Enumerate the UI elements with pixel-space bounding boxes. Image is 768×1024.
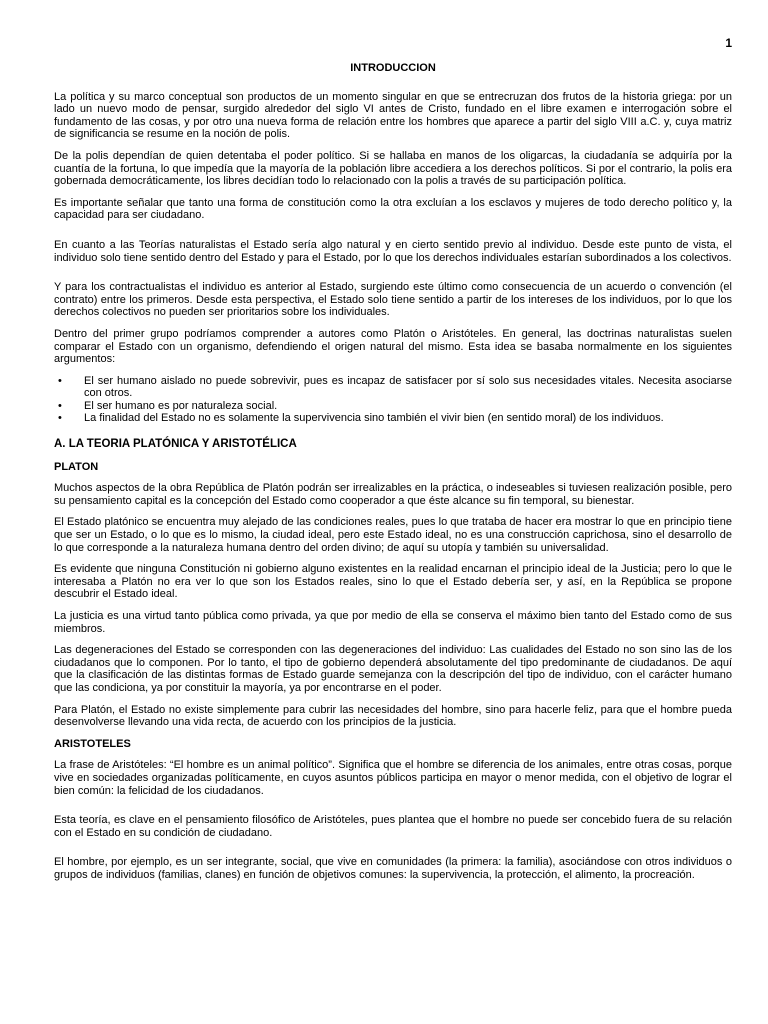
aristoteles-paragraph-1: La frase de Aristóteles: “El hombre es un animal político”. Significa que el hombre se diferencia de los animales, entre otras cosas, porque vive en sociedades organizadas políticamente, en cuyos asuntos públicos participa en mayor o menor medida, con el objetivo de lograr el bien común: la felicidad de los ciudadanos.	[54, 759, 732, 797]
platon-paragraph-1: Muchos aspectos de la obra República de Platón podrán ser irrealizables en la práctica, o indeseables si tuviesen realización posible, pero su pensamiento capital es la concepción del Estado como cooperador a que éste alcance su fin temporal, su bienestar.	[54, 482, 732, 507]
document-title: INTRODUCCION	[350, 62, 436, 74]
intro-paragraph-2: De la polis dependían de quien detentaba el poder político. Si se hallaba en manos de los oligarcas, la ciudadanía se adquiría por la cuantía de la fortuna, lo que impedía que la mayoría de la población libre accediera a los derechos políticos. Si por el contrario, la polis era gobernada democráticamente, los libres decidían todo lo relacionado con la polis a través de su participación política.	[54, 149, 732, 188]
list-item: • La finalidad del Estado no es solamente la supervivencia sino también el vivir bien (en sentido moral) de los individuos.	[54, 412, 732, 425]
aristoteles-paragraph-2: Esta teoría, es clave en el pensamiento filosófico de Aristóteles, pues plantea que el hombre no puede ser concebido fuera de su relación con el Estado en su condición de ciudadano.	[54, 814, 732, 839]
argument-list	[54, 375, 732, 425]
intro-paragraph-6: Dentro del primer grupo podríamos comprender a autores como Platón o Aristóteles. En general, las doctrinas naturalistas suelen comparar el Estado con un organismo, defendiendo el origen natural del mismo. Esta idea se basaba normalmente en los siguientes argumentos:	[54, 327, 732, 366]
list-item: • El ser humano aislado no puede sobrevivir, pues es incapaz de satisfacer por sí solo sus necesidades vitales. Necesita asociarse con otros.	[54, 375, 732, 400]
platon-paragraph-3: Es evidente que ninguna Constitución ni gobierno alguno existentes en la realidad encarnan el principio ideal de la Justicia; pero lo que le interesaba a Platón no era ver lo que son los Estados reales, sino lo que el Estado debería ser, y así, en la República se propone descubrir el Estado ideal.	[54, 563, 732, 601]
platon-paragraph-4: La justicia es una virtud tanto pública como privada, ya que por medio de ella se conserva el máximo bien tanto del Estado como de sus miembros.	[54, 610, 732, 635]
document-body	[54, 62, 732, 891]
subheading-platon: PLATON	[54, 460, 99, 473]
platon-paragraph-6: Para Platón, el Estado no existe simplemente para cubrir las necesidades del hombre, sino para hacerle feliz, para que el hombre pueda desenvolverse llevando una vida recta, de acuerdo con los principios de la justicia.	[54, 703, 732, 729]
intro-paragraph-3: Es importante señalar que tanto una forma de constitución como la otra excluían a los esclavos y mujeres de todo derecho político y, la capacidad para ser ciudadano.	[54, 196, 732, 222]
intro-paragraph-4: En cuanto a las Teorías naturalistas el Estado sería algo natural y en cierto sentido previo al individuo. Desde este punto de vista, el individuo solo tiene sentido dentro del Estado y para el Estado, por lo que los derechos individuales estarían subordinados a los colectivos.	[54, 238, 732, 264]
page-number: 1	[725, 36, 732, 50]
section-heading-a: A. LA TEORIA PLATÓNICA Y ARISTOTÉLICA	[54, 438, 297, 451]
subheading-aristoteles: ARISTOTELES	[54, 737, 131, 750]
aristoteles-paragraph-3: El hombre, por ejemplo, es un ser integrante, social, que vive en comunidades (la primera: la familia), asociándose con otros individuos o grupos de individuos (familias, clanes) en función de objetivos comunes: la supervivencia, la protección, el alimento, la procreación.	[54, 856, 732, 881]
list-item: • El ser humano es por naturaleza social.	[54, 400, 732, 413]
intro-paragraph-5: Y para los contractualistas el individuo es anterior al Estado, surgiendo este último como consecuencia de un acuerdo o convención (el contrato) entre los primeros. Desde esta perspectiva, el Estado solo tiene sentido a partir de los intereses de los individuos, por lo que los derechos colectivos no pueden ser prioritarios sobre los individuales.	[54, 281, 732, 319]
intro-paragraph-1: La política y su marco conceptual son productos de un momento singular en que se entrecruzan dos frutos de la historia griega: por un lado un nuevo modo de pensar, surgido alrededor del siglo VI antes de Cristo, fundado en el libre examen e interrogación sobre el fundamento de las cosas, y por otro una nueva forma de relación entre los hombres que aparece a partir del siglo VIII a.C. y, cuya matriz de significancia se resume en la noción de polis.	[54, 90, 732, 141]
platon-paragraph-2: El Estado platónico se encuentra muy alejado de las condiciones reales, pues lo que trataba de hacer era mostrar lo que en principio tiene que ser un Estado, o lo que es lo mismo, la ciudad ideal, pero este Estado ideal, no es una construcción caprichosa, sino el desarrollo de lo que corresponde a la naturaleza humana dentro del orden divino; de aquí su utopía y también su universalidad.	[54, 516, 732, 554]
platon-paragraph-5: Las degeneraciones del Estado se corresponden con las degeneraciones del individuo: Las cualidades del Estado no son sino las de los ciudadanos que lo componen. Por lo tanto, el tipo de gobierno dependerá absolutamente del tipo predominante de ciudadanos. De aquí que la clasificación de las distintas formas de Estado guarde semejanza con la descripción del tipo de individuo, con el carácter humano que las condiciona, ya por constituir la mayoría, ya por encontrarse en el poder.	[54, 644, 732, 694]
